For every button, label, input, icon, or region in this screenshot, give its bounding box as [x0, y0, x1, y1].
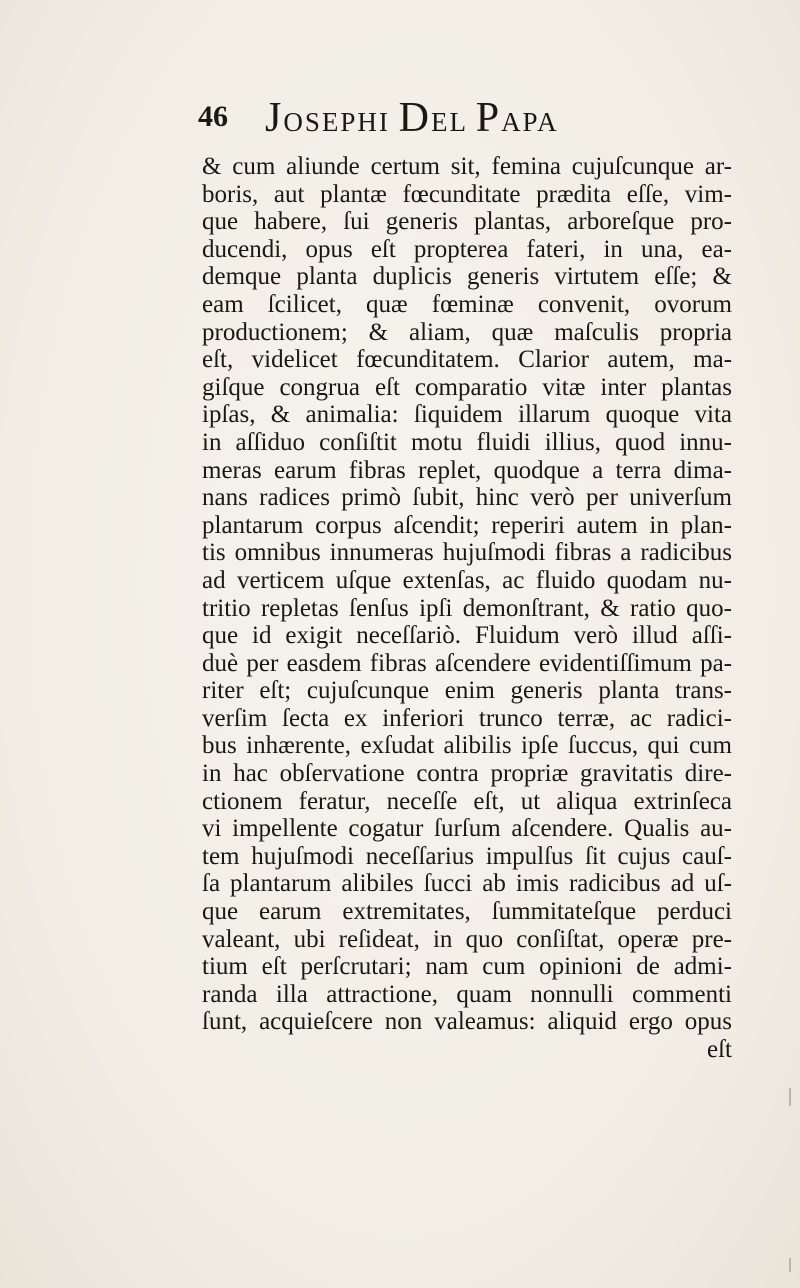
text-line: ſa plantarum alibiles ſucci ab imis radicibus ad uſ-: [202, 870, 732, 898]
text-line: demque planta duplicis generis virtutem eſſe; &: [202, 263, 732, 291]
text-line: ipſas, & animalia: ſiquidem illarum quoque vita: [202, 401, 732, 429]
body-text: [202, 153, 732, 1064]
margin-mark: [789, 1258, 791, 1272]
text-line: & cum aliunde certum sit, femina cujuſcunque ar-: [202, 153, 732, 180]
text-line: tis omnibus innumeras hujuſmodi fibras a radicibus: [202, 539, 732, 567]
text-line: randa illa attractione, quam nonnulli commenti: [202, 980, 732, 1008]
text-line: in aſſiduo conſiſtit motu fluidi illius, quod innu-: [202, 428, 732, 456]
running-head-smallcaps: OSEPHI: [283, 107, 399, 137]
text-line: plantarum corpus aſcendit; reperiri autem in plan-: [202, 511, 732, 539]
margin-mark: [789, 1088, 791, 1106]
text-line: que earum extremitates, ſummitateſque perduci: [202, 898, 732, 926]
text-line: bus inhærente, exſudat alibilis ipſe ſuccus, qui cum: [202, 732, 732, 760]
text-line: productionem; & aliam, quæ maſculis propria: [202, 318, 732, 346]
text-line: giſque congrua eſt comparatio vitæ inter plantas: [202, 373, 732, 401]
running-head: [265, 94, 559, 142]
text-line: tem hujuſmodi neceſſarius impulſus ſit cujus cauſ-: [202, 842, 732, 870]
running-head-initial: D: [398, 95, 431, 141]
text-line: nans radices primò ſubit, hinc verò per univerſum: [202, 484, 732, 512]
running-head-initial: P: [475, 95, 502, 141]
text-line: eſt: [707, 1036, 732, 1063]
text-line: tritio repletas ſenſus ipſi demonſtrant, & ratio quo-: [202, 594, 732, 622]
running-head-smallcaps: EL: [430, 107, 476, 137]
text-line: eſt, videlicet fœcunditatem. Clarior autem, ma-: [202, 346, 732, 374]
text-line: ad verticem uſque extenſas, ac fluido quodam nu-: [202, 566, 732, 594]
page-number: 46: [198, 100, 228, 133]
text-line: duè per easdem fibras aſcendere evidentiſſimum pa-: [202, 649, 732, 677]
text-line: meras earum fibras replet, quodque a terra dima-: [202, 456, 732, 484]
text-line: que id exigit neceſſariò. Fluidum verò illud aſſi-: [202, 622, 732, 650]
text-line: tium eſt perſcrutari; nam cum opinioni de admi-: [202, 953, 732, 981]
text-line: verſim ſecta ex inferiori trunco terræ, ac radici-: [202, 704, 732, 732]
text-line: ſunt, acquieſcere non valeamus: aliquid ergo opus: [202, 1008, 732, 1036]
text-line: ducendi, opus eſt propterea fateri, in una, ea-: [202, 235, 732, 263]
text-line: riter eſt; cujuſcunque enim generis planta trans-: [202, 677, 732, 705]
page-header: [198, 92, 718, 142]
text-line: in hac obſervatione contra propriæ gravitatis dire-: [202, 760, 732, 788]
text-line: vi impellente cogatur ſurſum aſcendere. Qualis au-: [202, 815, 732, 843]
text-line: valeant, ubi reſideat, in quo conſiſtat, operæ pre-: [202, 925, 732, 953]
text-line: boris, aut plantæ fœcunditate prædita eſſe, vim-: [202, 180, 732, 208]
running-head-initial: J: [265, 95, 284, 141]
running-head-smallcaps: APA: [501, 107, 559, 137]
text-line: eam ſcilicet, quæ fœminæ convenit, ovorum: [202, 290, 732, 318]
text-line: que habere, ſui generis plantas, arboreſque pro-: [202, 208, 732, 236]
text-line: ctionem feratur, neceſſe eſt, ut aliqua extrinſeca: [202, 787, 732, 815]
